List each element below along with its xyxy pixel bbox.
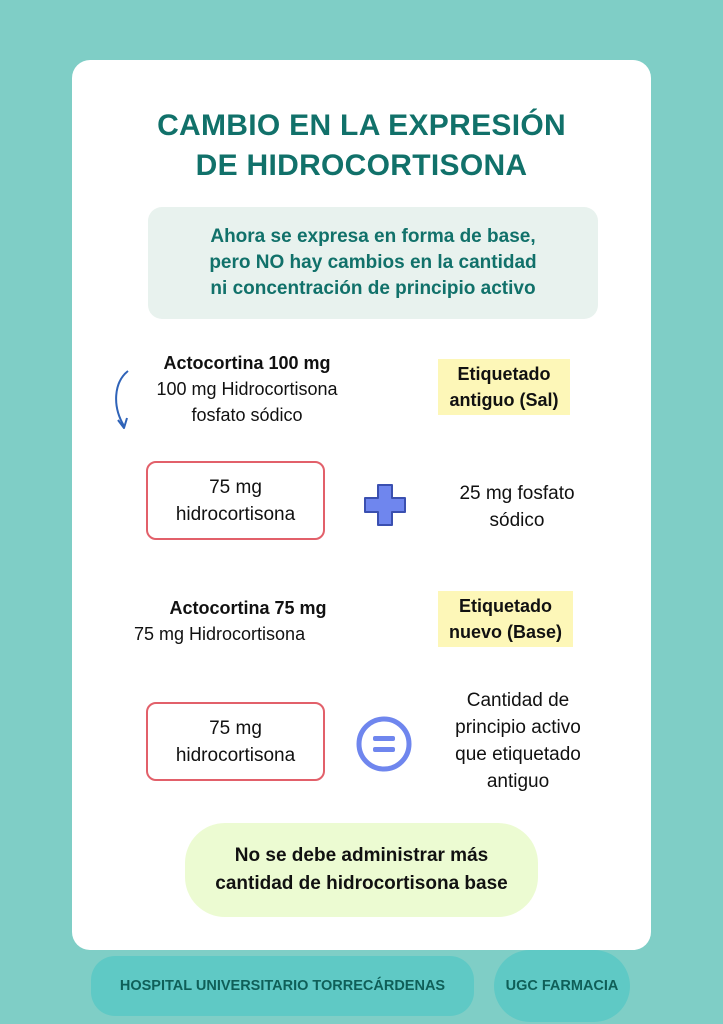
warning-line-2: cantidad de hidrocortisona base bbox=[215, 873, 508, 894]
infographic-card bbox=[72, 60, 651, 950]
equals-icon bbox=[355, 715, 413, 773]
page-title bbox=[72, 106, 651, 186]
intro-line-1: Ahora se expresa en forma de base, bbox=[210, 226, 536, 247]
old-label-tag bbox=[438, 359, 570, 415]
result-line-4: antiguo bbox=[486, 771, 550, 792]
result-line-2: principio activo bbox=[455, 717, 581, 738]
old-product-info bbox=[132, 350, 362, 428]
intro-line-2: pero NO hay cambios en la cantidad bbox=[209, 252, 537, 273]
old-hydrocortisone-box bbox=[146, 461, 325, 540]
old-product-composition-2: fosfato sódico bbox=[191, 405, 303, 425]
unit-name: UGC FARMACIA bbox=[505, 978, 619, 994]
new-box-line-2: hidrocortisona bbox=[175, 744, 296, 766]
new-label-tag bbox=[438, 591, 573, 647]
old-tag-line-1: Etiquetado bbox=[457, 364, 551, 384]
new-tag-line-1: Etiquetado bbox=[459, 596, 552, 616]
title-line-1: CAMBIO EN LA EXPRESIÓN bbox=[157, 109, 566, 142]
old-extra-info bbox=[422, 480, 612, 534]
old-box-line-1: 75 mg bbox=[209, 476, 262, 498]
hospital-footer bbox=[91, 956, 474, 1016]
old-extra-line-1: 25 mg fosfato bbox=[459, 483, 575, 504]
new-product-info bbox=[128, 595, 368, 647]
plus-icon bbox=[362, 482, 408, 528]
result-line-3: que etiquetado bbox=[455, 744, 581, 765]
hospital-name: HOSPITAL UNIVERSITARIO TORRECÁRDENAS bbox=[119, 978, 446, 994]
result-line-1: Cantidad de bbox=[466, 690, 570, 711]
new-hydrocortisone-box bbox=[146, 702, 325, 781]
intro-box bbox=[148, 207, 598, 319]
old-product-composition-1: 100 mg Hidrocortisona bbox=[156, 379, 338, 399]
old-box-line-2: hidrocortisona bbox=[175, 503, 296, 525]
unit-footer bbox=[494, 950, 630, 1022]
old-extra-line-2: sódico bbox=[489, 510, 545, 531]
old-product-name: Actocortina 100 mg bbox=[163, 353, 331, 373]
warning-note bbox=[185, 823, 538, 917]
intro-line-3: ni concentración de principio activo bbox=[210, 278, 536, 299]
warning-line-1: No se debe administrar más bbox=[234, 845, 489, 866]
old-tag-line-2: antiguo (Sal) bbox=[449, 390, 559, 410]
title-line-2: DE HIDROCORTISONA bbox=[195, 149, 528, 182]
new-result-info bbox=[428, 687, 608, 795]
new-tag-line-2: nuevo (Base) bbox=[448, 622, 563, 642]
new-box-line-1: 75 mg bbox=[209, 717, 262, 739]
new-product-composition-1: 75 mg Hidrocortisona bbox=[134, 624, 306, 644]
new-product-name: Actocortina 75 mg bbox=[169, 598, 327, 618]
